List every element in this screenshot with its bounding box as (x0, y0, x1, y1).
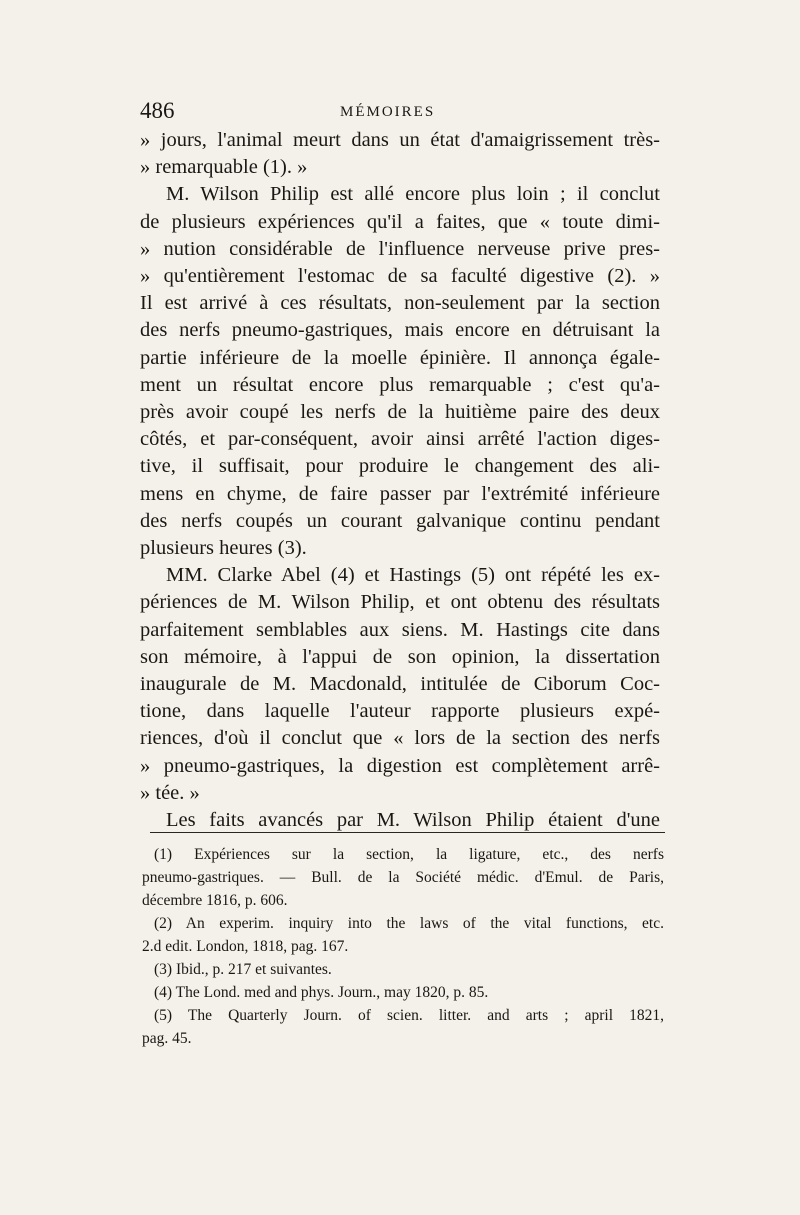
footnote-line: décembre 1816, p. 606. (142, 892, 288, 909)
text-line: » qu'entièrement l'estomac de sa faculté digestive (2). » (140, 265, 660, 288)
footnote-line: 2.d edit. London, 1818, pag. 167. (142, 938, 349, 955)
text-line: partie inférieure de la moelle épinière. Il annonça égale- (140, 346, 660, 369)
text-line: » remarquable (1). » (140, 156, 308, 179)
text-line: des nerfs pneumo-gastriques, mais encore en détruisant la (140, 319, 660, 342)
footnote-line: (5) The Quarterly Journ. of scien. litter. and arts ; april 1821, (154, 1007, 664, 1024)
text-line: inaugurale de M. Macdonald, intitulée de Ciborum Coc- (140, 673, 660, 696)
text-line: » nution considérable de l'influence nerveuse prive pres- (140, 237, 660, 260)
footnote-line: (1) Expériences sur la section, la ligature, etc., des nerfs (154, 846, 664, 863)
text-line: tione, dans laquelle l'auteur rapporte plusieurs expé- (140, 700, 660, 723)
text-line: M. Wilson Philip est allé encore plus loin ; il conclut (166, 183, 660, 206)
footnote-line: pag. 45. (142, 1030, 192, 1047)
text-line: » tée. » (140, 781, 200, 804)
text-line: ment un résultat encore plus remarquable ; c'est qu'a- (140, 373, 660, 396)
text-line: plusieurs heures (3). (140, 537, 307, 560)
footnote-line: (3) Ibid., p. 217 et suivantes. (154, 961, 332, 978)
text-line: Les faits avancés par M. Wilson Philip étaient d'une (166, 809, 660, 832)
text-line: MM. Clarke Abel (4) et Hastings (5) ont répété les ex- (166, 564, 660, 587)
running-head: MÉMOIRES (340, 104, 436, 120)
footnote-line: pneumo-gastriques. — Bull. de la Société médic. d'Emul. de Paris, (142, 869, 664, 886)
footnotes (142, 843, 664, 1050)
page-header (140, 98, 660, 126)
text-line: de plusieurs expériences qu'il a faites, que « toute dimi- (140, 210, 660, 233)
text-line: des nerfs coupés un courant galvanique continu pendant (140, 509, 660, 532)
text-line: périences de M. Wilson Philip, et ont obtenu des résultats (140, 591, 660, 614)
text-line: Il est arrivé à ces résultats, non-seulement par la section (140, 292, 660, 315)
footnote-line: (2) An experim. inquiry into the laws of the vital functions, etc. (154, 915, 664, 932)
text-line: » pneumo-gastriques, la digestion est complètement arrê- (140, 754, 660, 777)
text-line: parfaitement semblables aux siens. M. Hastings cite dans (140, 618, 660, 641)
footnote-line: (4) The Lond. med and phys. Journ., may 1820, p. 85. (154, 984, 489, 1001)
text-line: mens en chyme, de faire passer par l'extrémité inférieure (140, 482, 660, 505)
text-line: tive, il suffisait, pour produire le changement des ali- (140, 455, 660, 478)
text-line: riences, d'où il conclut que « lors de la section des nerfs (140, 727, 660, 750)
text-line: côtés, et par-conséquent, avoir ainsi arrêté l'action diges- (140, 428, 660, 451)
main-text (140, 127, 660, 834)
text-line: » jours, l'animal meurt dans un état d'amaigrissement très- (140, 129, 660, 151)
text-line: son mémoire, à l'appui de son opinion, la dissertation (140, 645, 660, 668)
footnote-rule (150, 832, 665, 833)
text-line: près avoir coupé les nerfs de la huitième paire des deux (140, 401, 660, 424)
page-number: 486 (140, 98, 175, 123)
